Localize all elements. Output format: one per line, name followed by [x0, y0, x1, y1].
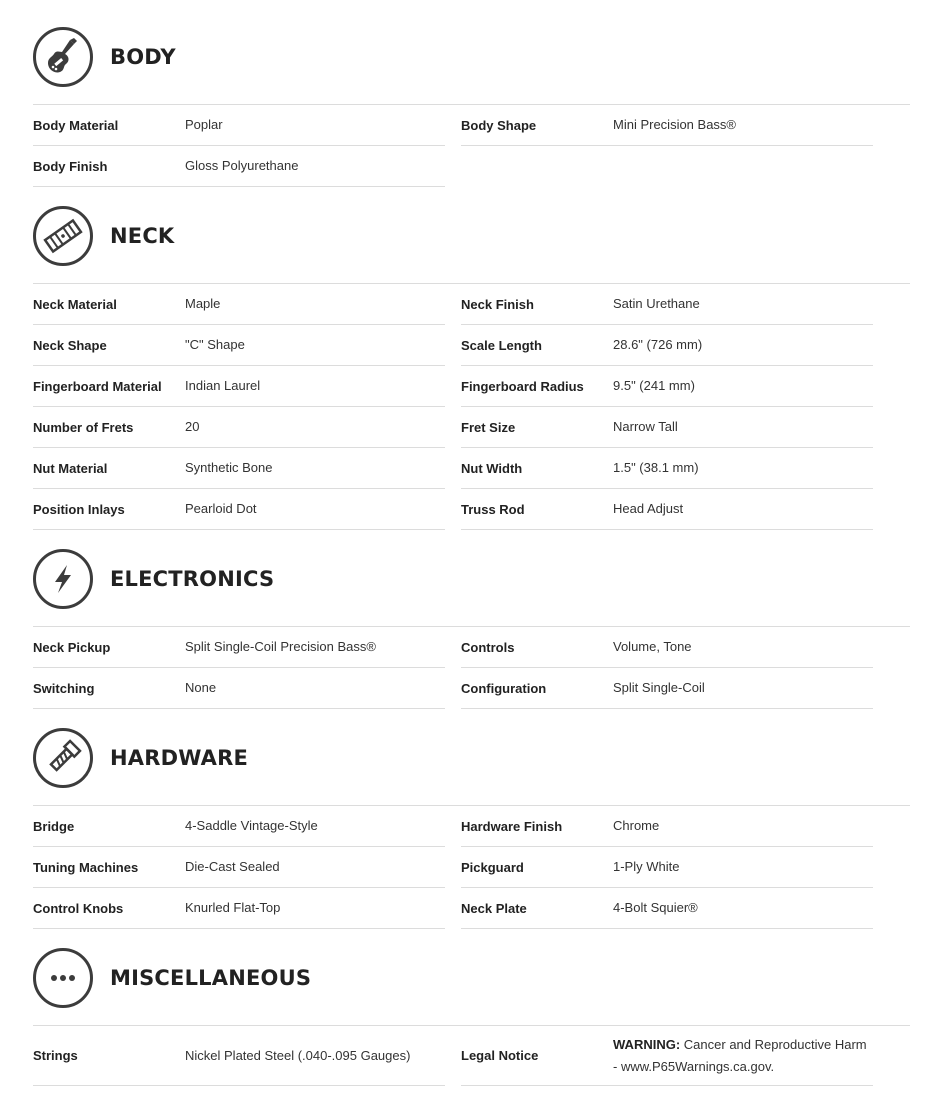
spec-row: [461, 847, 873, 888]
spec-value: Indian Laurel: [185, 378, 261, 393]
spec-column-right: [461, 1026, 873, 1086]
spec-row: [461, 668, 873, 709]
spec-value: "C" Shape: [185, 337, 245, 352]
spec-value: Gloss Polyurethane: [185, 158, 299, 173]
spec-value: 1-Ply White: [613, 859, 680, 874]
spec-value: 4-Bolt Squier®: [613, 900, 698, 915]
spec-value: Maple: [185, 296, 221, 311]
spec-label: Truss Rod: [461, 501, 525, 517]
spec-value: Split Single-Coil: [613, 680, 705, 695]
spec-row: [461, 105, 873, 146]
spec-label: Fret Size: [461, 419, 516, 435]
spec-value: 4-Saddle Vintage-Style: [185, 818, 318, 833]
spec-label: Hardware Finish: [461, 818, 563, 834]
spec-row: [33, 806, 445, 847]
screw-icon: [33, 728, 93, 788]
spec-label: Fingerboard Radius: [461, 378, 584, 394]
spec-column-right: [461, 105, 873, 146]
spec-row: [33, 448, 445, 489]
warning-label: WARNING:: [613, 1036, 681, 1052]
section-title: BODY: [110, 45, 176, 69]
spec-label: Switching: [33, 680, 95, 696]
spec-value: Split Single-Coil Precision Bass®: [185, 639, 376, 654]
spec-row: [33, 366, 445, 407]
spec-row: [461, 366, 873, 407]
spec-label: Neck Pickup: [33, 639, 111, 655]
spec-label: Control Knobs: [33, 900, 124, 916]
spec-value: None: [185, 680, 217, 695]
spec-column-left: [33, 284, 445, 530]
spec-value: Knurled Flat-Top: [185, 900, 281, 915]
spec-value: 1.5" (38.1 mm): [613, 460, 699, 475]
lightning-bolt-icon: [33, 549, 93, 609]
spec-label: Nut Width: [461, 460, 523, 476]
spec-row: [33, 146, 445, 187]
spec-label: Neck Shape: [33, 337, 107, 353]
spec-row: [461, 1026, 873, 1086]
spec-column-left: [33, 105, 445, 187]
section-title: MISCELLANEOUS: [110, 966, 312, 990]
section-header: [33, 24, 176, 90]
spec-label: Fingerboard Material: [33, 378, 162, 394]
spec-row: [33, 668, 445, 709]
section-header: [33, 725, 248, 791]
spec-value: Die-Cast Sealed: [185, 859, 280, 874]
spec-row: [33, 888, 445, 929]
section-title: ELECTRONICS: [110, 567, 275, 591]
legal-notice-value: [613, 1034, 871, 1078]
spec-label: Neck Material: [33, 296, 117, 312]
spec-row: [461, 325, 873, 366]
spec-value: Poplar: [185, 117, 223, 132]
spec-row: [461, 448, 873, 489]
spec-row: [33, 489, 445, 530]
spec-column-left: [33, 806, 445, 929]
section-header: [33, 945, 311, 1011]
spec-label: Bridge: [33, 818, 75, 834]
spec-label: Body Finish: [33, 158, 108, 174]
spec-row: [461, 489, 873, 530]
more-dots-icon: [33, 948, 93, 1008]
spec-value: Narrow Tall: [613, 419, 678, 434]
spec-value: Mini Precision Bass®: [613, 117, 737, 132]
spec-label: Controls: [461, 639, 515, 655]
spec-label: Tuning Machines: [33, 859, 139, 875]
spec-column-left: [33, 627, 445, 709]
spec-label: Configuration: [461, 680, 547, 696]
spec-value: Volume, Tone: [613, 639, 692, 654]
spec-label: Body Material: [33, 117, 119, 133]
section-header: [33, 203, 174, 269]
guitar-body-icon: [33, 27, 93, 87]
spec-value: Head Adjust: [613, 501, 684, 516]
spec-row: [461, 284, 873, 325]
section-title: HARDWARE: [110, 746, 249, 770]
spec-row: [33, 105, 445, 146]
spec-label: Number of Frets: [33, 419, 134, 435]
spec-label: Scale Length: [461, 337, 542, 353]
spec-row: [33, 627, 445, 668]
spec-row: [461, 806, 873, 847]
spec-row: [461, 627, 873, 668]
spec-label: Pickguard: [461, 859, 524, 875]
spec-row: [33, 325, 445, 366]
legal-notice-text: Cancer and Reproductive Harm - www.P65Warnings.ca.gov.: [613, 1036, 867, 1074]
spec-column-right: [461, 284, 873, 530]
spec-label: Neck Plate: [461, 900, 527, 916]
spec-row: [461, 888, 873, 929]
spec-row: [33, 1026, 445, 1086]
spec-row: [461, 407, 873, 448]
spec-value: Chrome: [613, 818, 660, 833]
guitar-neck-icon: [33, 206, 93, 266]
spec-label: Neck Finish: [461, 296, 534, 312]
spec-column-right: [461, 627, 873, 709]
spec-row: [33, 407, 445, 448]
spec-label: Strings: [33, 1048, 78, 1063]
spec-row: [33, 847, 445, 888]
spec-value: 28.6" (726 mm): [613, 337, 703, 352]
spec-value: Nickel Plated Steel (.040-.095 Gauges): [185, 1047, 411, 1063]
spec-value: Synthetic Bone: [185, 460, 273, 475]
spec-value: 9.5" (241 mm): [613, 378, 695, 393]
spec-column-right: [461, 806, 873, 929]
spec-label: Legal Notice: [461, 1048, 539, 1063]
spec-label: Nut Material: [33, 460, 108, 476]
spec-row: [33, 284, 445, 325]
spec-value: 20: [185, 419, 200, 434]
spec-label: Position Inlays: [33, 501, 125, 517]
section-title: NECK: [110, 224, 175, 248]
spec-value: Satin Urethane: [613, 296, 700, 311]
spec-label: Body Shape: [461, 117, 537, 133]
spec-column-left: [33, 1026, 445, 1086]
section-header: [33, 546, 274, 612]
spec-value: Pearloid Dot: [185, 501, 257, 516]
